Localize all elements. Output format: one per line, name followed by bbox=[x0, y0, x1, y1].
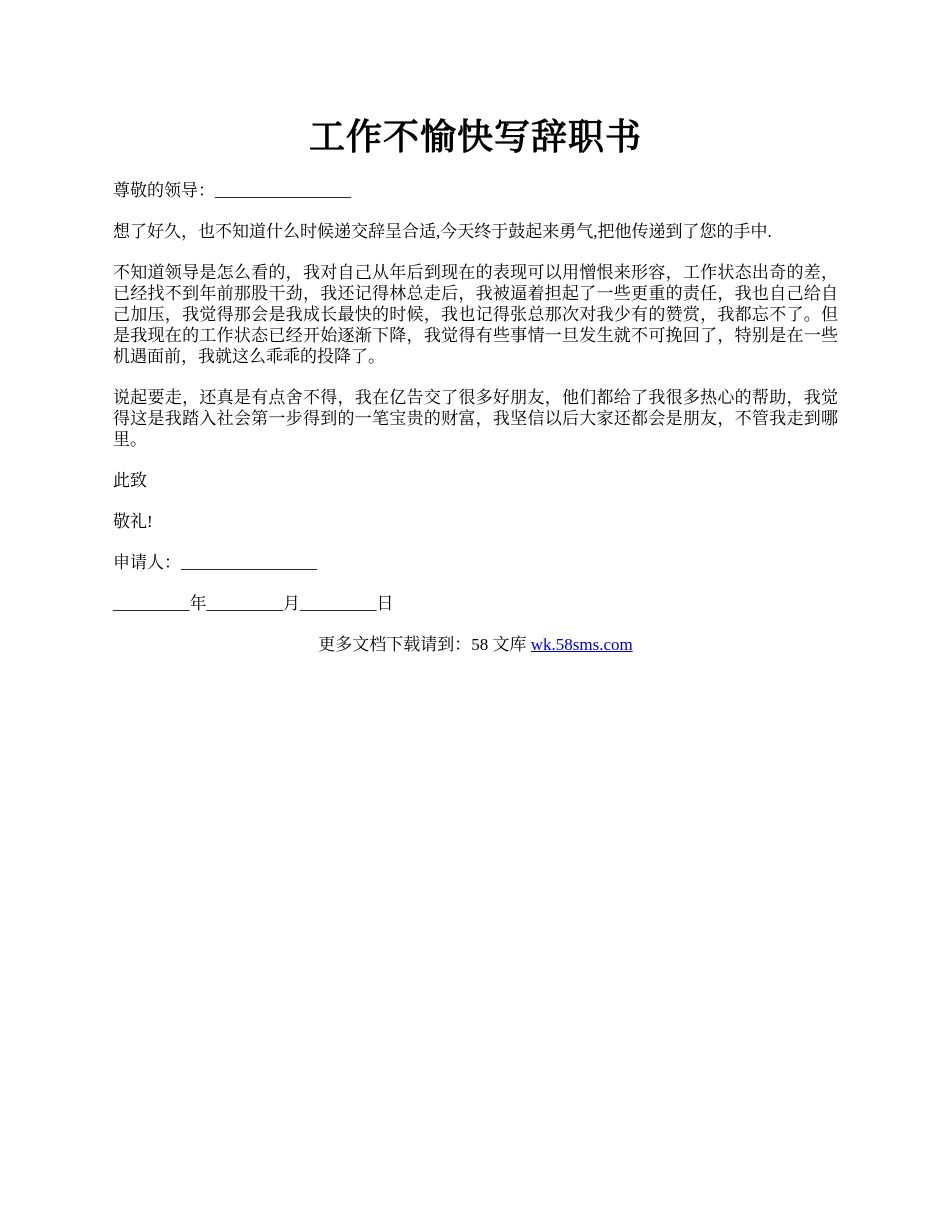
paragraph-1: 想了好久，也不知道什么时候递交辞呈合适,今天终于鼓起来勇气,把他传递到了您的手中. bbox=[113, 222, 772, 241]
footer-line bbox=[113, 634, 838, 655]
applicant-line: 申请人：________________ bbox=[113, 553, 317, 572]
date-line: _________年_________月_________日 bbox=[113, 594, 394, 613]
footer-link[interactable]: wk.58sms.com bbox=[530, 635, 633, 654]
closing: 此致 bbox=[113, 471, 147, 490]
footer-prefix: 更多文档下载请到：58 文库 bbox=[318, 635, 531, 654]
paragraph-3: 说起要走，还真是有点舍不得，我在亿告交了很多好朋友，他们都给了我很多热心的帮助，我觉得这是我踏入社会第一步得到的一笔宝贵的财富，我坚信以后大家还都会是朋友，不管我走到哪里。 bbox=[113, 388, 838, 449]
regards: 敬礼! bbox=[113, 512, 153, 531]
paragraph-2: 不知道领导是怎么看的，我对自己从年后到现在的表现可以用憎恨来形容，工作状态出奇的差，已经找不到年前那股干劲，我还记得林总走后，我被逼着担起了一些更重的责任，我也自己给自己加压，我觉得那会是我成长最快的时候，我也记得张总那次对我少有的赞赏，我都忘不了。但是我现在的工作状态已经开始逐渐下降，我觉得有些事情一旦发生就不可挽回了，特别是在一些机遇面前，我就这么乖乖的投降了。 bbox=[113, 263, 838, 366]
document-body bbox=[113, 180, 838, 655]
document-title: 工作不愉快写辞职书 bbox=[308, 117, 642, 157]
salutation: 尊敬的领导：________________ bbox=[113, 181, 351, 200]
